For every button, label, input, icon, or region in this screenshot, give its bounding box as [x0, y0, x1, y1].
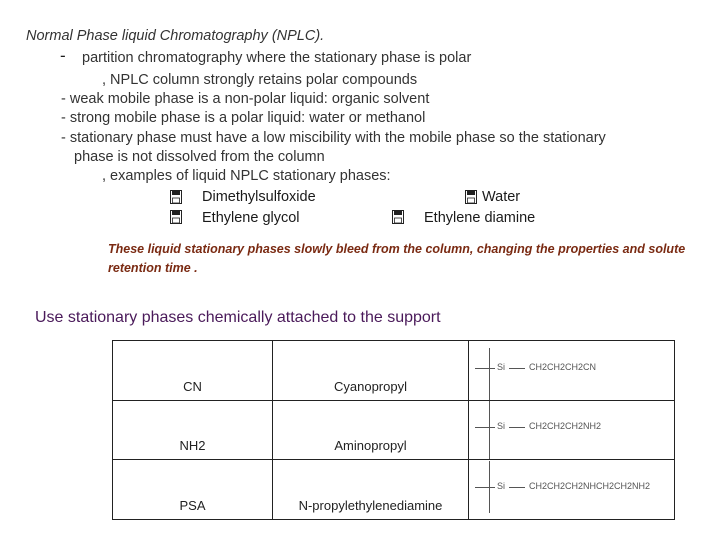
example-ethylene-glycol: Ethylene glycol	[202, 210, 300, 226]
chem-structure	[469, 341, 675, 401]
phase-name: N-propylethylenediamine	[273, 460, 469, 520]
phase-code: CN	[113, 341, 273, 401]
phase-name: Cyanopropyl	[273, 341, 469, 401]
example-dimethylsulfoxide: Dimethylsulfoxide	[202, 189, 316, 205]
chem-formula: CH2CH2CH2CN	[529, 361, 597, 372]
si-label: Si	[497, 421, 506, 432]
bleed-note: These liquid stationary phases slowly bleed from the column, changing the properties and solute retention time .	[108, 242, 686, 275]
disk-icon	[170, 190, 182, 204]
section-heading: Use stationary phases chemically attached to the support	[35, 309, 441, 326]
stationary-phase-table	[112, 340, 675, 520]
phase-name: Aminopropyl	[273, 400, 469, 460]
si-label: Si	[497, 481, 506, 491]
bullet-nplc-retains: , NPLC column strongly retains polar compounds	[102, 72, 418, 88]
phase-code: NH2	[113, 400, 273, 460]
chem-structure	[469, 400, 675, 460]
bullet-weak-mobile: - weak mobile phase is a non-polar liquid: organic solvent	[61, 91, 430, 107]
table-row	[113, 400, 675, 460]
bullet-strong-mobile: - strong mobile phase is a polar liquid: water or methanol	[61, 110, 426, 126]
bullet-partition: partition chromatography where the stationary phase is polar	[82, 50, 472, 66]
table-row	[113, 460, 675, 520]
disk-icon	[392, 210, 404, 224]
example-water: Water	[482, 189, 521, 205]
page-title: Normal Phase liquid Chromatography (NPLC).	[26, 28, 325, 44]
phase-code: PSA	[113, 460, 273, 520]
table-row	[113, 341, 675, 401]
disk-icon	[465, 190, 477, 204]
disk-icon	[170, 210, 182, 224]
chem-structure	[469, 460, 675, 520]
si-label: Si	[497, 361, 506, 372]
chem-formula: CH2CH2CH2NHCH2CH2NH2	[529, 481, 651, 491]
bullet-miscibility-2: phase is not dissolved from the column	[74, 149, 325, 165]
bullet-examples: , examples of liquid NPLC stationary phases:	[102, 168, 391, 184]
chem-formula: CH2CH2CH2NH2	[529, 421, 602, 432]
bullet-dash: -	[60, 46, 66, 65]
example-ethylene-diamine: Ethylene diamine	[424, 210, 536, 226]
bullet-miscibility-1: - stationary phase must have a low miscibility with the mobile phase so the stationary	[61, 130, 606, 146]
